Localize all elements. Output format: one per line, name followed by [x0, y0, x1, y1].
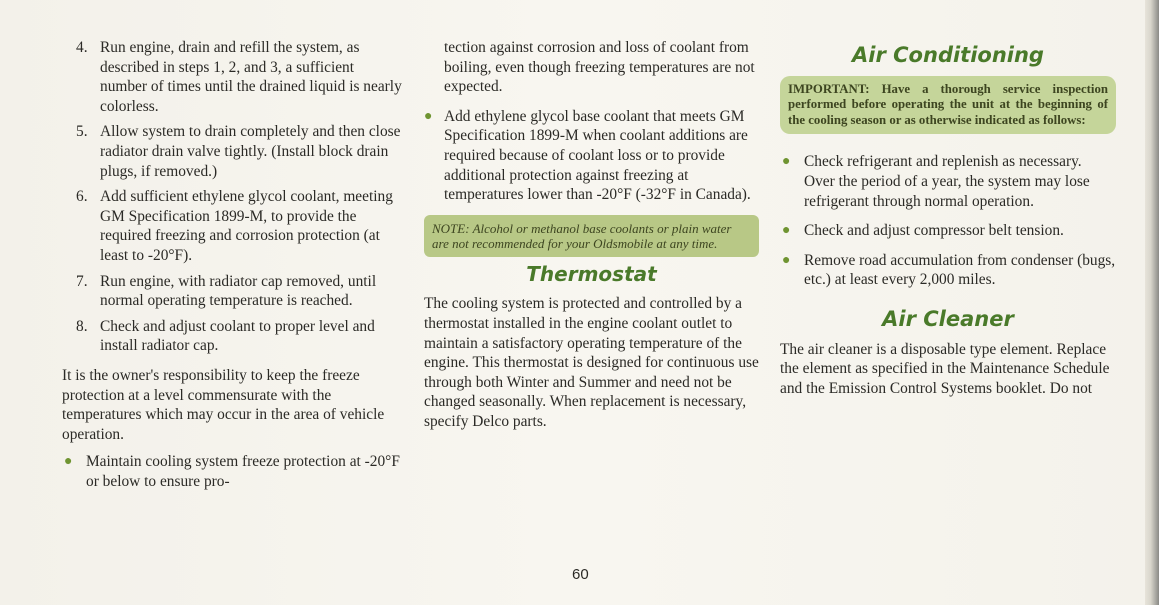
bullet-item	[424, 107, 759, 205]
thermostat-paragraph: The cooling system is protected and controlled by a thermostat installed in the engine coolant outlet to maintain a satisfactory operating temperature of the engine. This thermostat is designed for continuous use through both Winter and Summer and need not be changed seasonally. When replacement is necessary, specify Delco parts.	[424, 295, 759, 430]
bullet-text: Check refrigerant and replenish as necessary. Over the period of a year, the system may lose refrigerant through normal operation.	[804, 153, 1090, 210]
coolant-note: NOTE: Alcohol or methanol base coolants or plain water are not recommended for your Oldsmobile at any time.	[424, 215, 759, 257]
step-text: Check and adjust coolant to proper level and install radiator cap.	[100, 317, 375, 355]
bullet-item	[62, 452, 402, 491]
step-item	[62, 38, 402, 116]
bullet-item	[780, 152, 1116, 211]
page-number: 60	[572, 566, 589, 583]
step-item	[62, 187, 402, 265]
bullet-icon: ●	[64, 454, 73, 470]
left-column	[62, 38, 402, 501]
middle-column	[424, 38, 759, 432]
bullet-icon: ●	[424, 108, 433, 124]
step-number: 6.	[76, 188, 88, 206]
step-number: 7.	[76, 272, 88, 290]
step-number: 4.	[76, 39, 88, 56]
bullet-text: Maintain cooling system freeze protection at -20°F or below to ensure pro-	[86, 453, 400, 490]
continued-text: tection against corrosion and loss of coolant from boiling, even though freezing temperatures are not expected.	[444, 39, 755, 96]
step-item	[62, 317, 402, 356]
bullet-icon: ●	[782, 252, 791, 268]
important-notice: IMPORTANT: Have a thorough service inspection performed before operating the unit at the beginning of the cooling season or as otherwise indicated as follows:	[780, 76, 1116, 135]
right-column	[780, 38, 1116, 398]
step-number: 5.	[76, 123, 88, 141]
step-number: 8.	[76, 317, 88, 335]
thermostat-heading: Thermostat	[526, 261, 657, 286]
bullet-icon: ●	[782, 223, 791, 239]
step-text: Run engine, drain and refill the system, as described in steps 1, 2, and 3, a sufficient number of times until the drained liquid is nearly colorless.	[100, 39, 402, 115]
bullet-text: Remove road accumulation from condenser (bugs, etc.) at least every 2,000 miles.	[804, 251, 1116, 289]
bullet-text: Add ethylene glycol base coolant that meets GM Specification 1899-M when coolant additions are required because of coolant loss or to provide additional protection against freezing at temperatures lower than -20°F (-32°F in Canada).	[444, 107, 751, 204]
step-text: Add sufficient ethylene glycol coolant, meeting GM Specification 1899-M, to provide the required freezing and corrosion protection (at least to -20°F).	[100, 188, 393, 264]
air-conditioning-heading: Air Conditioning	[852, 43, 1044, 67]
bullet-item	[780, 251, 1116, 290]
step-item	[62, 122, 402, 181]
step-text: Allow system to drain completely and then close radiator drain valve tightly. (Install block drain plugs, if removed.)	[100, 123, 401, 180]
owner-responsibility-paragraph: It is the owner's responsibility to keep the freeze protection at a level commensurate with the temperatures which may occur in the area of vehicle operation.	[62, 366, 385, 443]
air-cleaner-paragraph: The air cleaner is a disposable type element. Replace the element as specified in the Maintenance Schedule and the Emission Control Systems booklet. Do not	[780, 340, 1110, 397]
bullet-icon: ●	[782, 154, 791, 170]
step-text: Run engine, with radiator cap removed, until normal operating temperature is reached.	[100, 272, 377, 310]
step-item	[62, 272, 402, 311]
page-edge	[1145, 0, 1159, 605]
bullet-text: Check and adjust compressor belt tension.	[804, 222, 1064, 240]
air-cleaner-heading: Air Cleaner	[882, 306, 1014, 331]
bullet-item	[780, 221, 1116, 241]
